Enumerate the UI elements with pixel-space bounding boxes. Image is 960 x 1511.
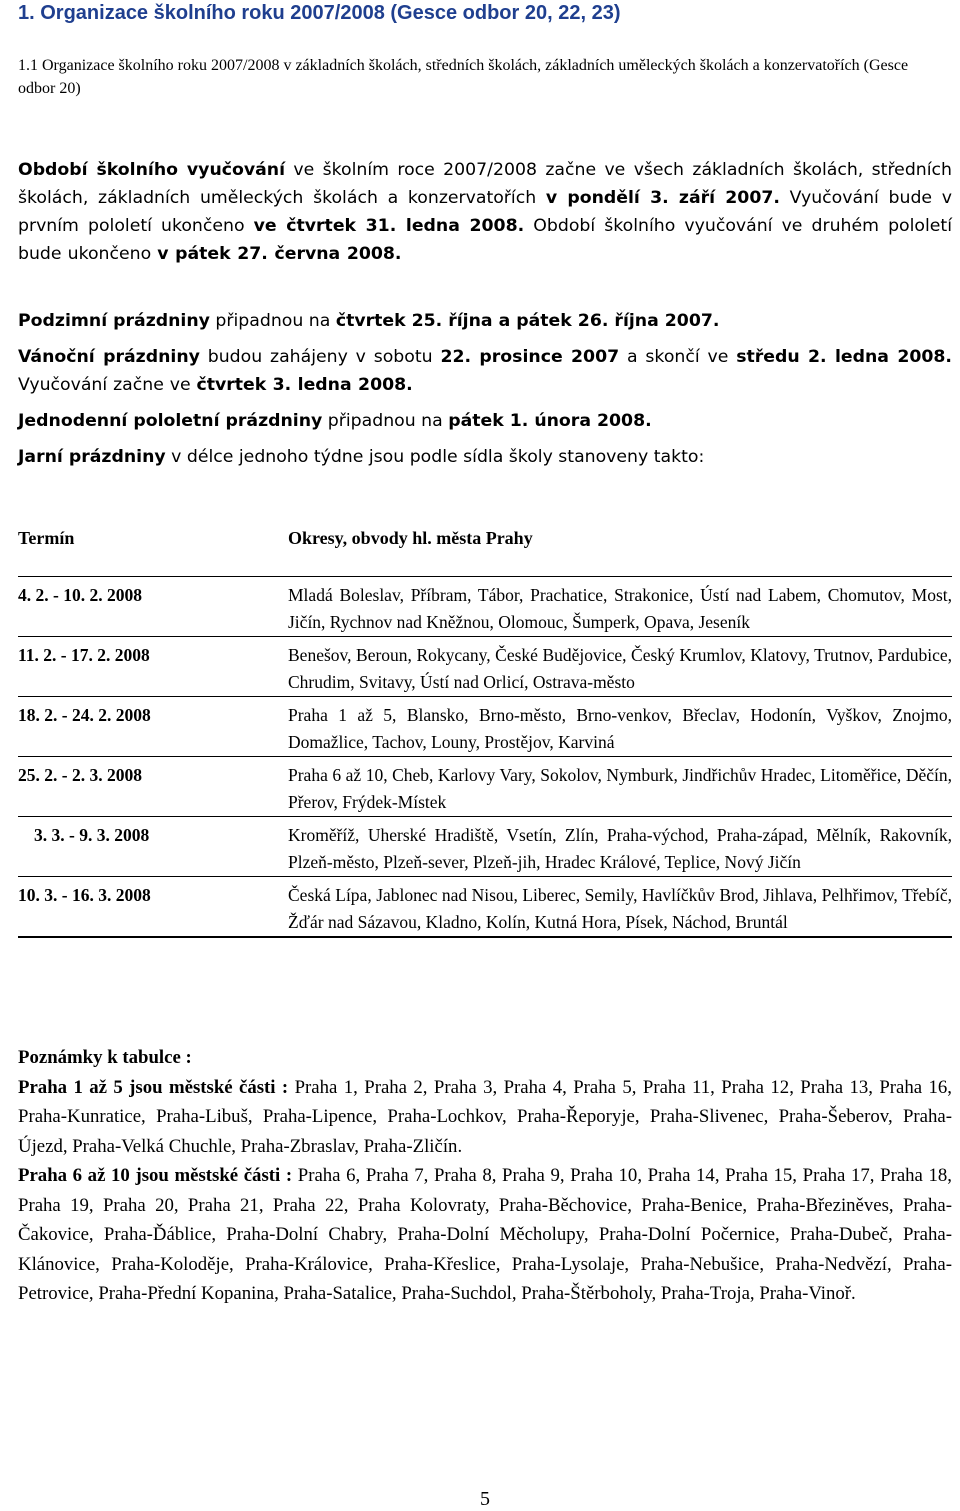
autumn-holiday-text: připadnou na <box>209 311 336 331</box>
header-districts: Okresy, obvody hl. města Prahy <box>288 500 952 577</box>
subsection-number: 1.1 <box>18 57 38 74</box>
note-praha-1-5-text: Praha 1, Praha 2, Praha 3, Praha 4, Praha 5, Praha 11, Praha 12, Praha 13, Praha 16, Praha-Kunratice, Praha-Libuš, Praha-Lipence, Praha-Lochkov, Praha-Řeporyje, Praha-Slivenec, Praha-Šeberov, Praha-Újezd, Praha-Velká Chuchle, Praha-Zbraslav, Praha-Zličín. <box>18 1076 952 1157</box>
districts-cell: Česká Lípa, Jablonec nad Nisou, Liberec, Semily, Havlíčkův Brod, Jihlava, Pelhřimov, Třebíč, Žďár nad Sázavou, Kladno, Kolín, Kutná Hora, Písek, Náchod, Bruntál <box>288 877 952 938</box>
christmas-holiday-paragraph <box>18 343 952 399</box>
first-half-text: Vyučování bude v prvním pololetí ukončeno <box>18 188 952 236</box>
districts-cell: Praha 1 až 5, Blansko, Brno-město, Brno-venkov, Břeclav, Hodonín, Vyškov, Znojmo, Domažlice, Tachov, Louny, Prostějov, Karviná <box>288 697 952 757</box>
table-row <box>18 697 952 757</box>
term-cell: 4. 2. - 10. 2. 2008 <box>18 577 288 637</box>
note-praha-6-10-text: Praha 6, Praha 7, Praha 8, Praha 9, Praha 10, Praha 14, Praha 15, Praha 17, Praha 18, Praha 19, Praha 20, Praha 21, Praha 22, Praha Kolovraty, Praha-Běchovice, Praha-Benice, Praha-Březiněves, Praha-Čakovice, Praha-Ďáblice, Praha-Dolní Chabry, Praha-Dolní Měcholupy, Praha-Dolní Počernice, Praha-Dubeč, Praha-Klánovice, Praha-Koloděje, Praha-Královice, Praha-Křeslice, Praha-Lysolaje, Praha-Nebušice, Praha-Nedvězí, Praha-Petrovice, Praha-Přední Kopanina, Praha-Satalice, Praha-Suchdol, Praha-Štěrboholy, Praha-Troja, Praha-Vinoř. <box>18 1165 952 1304</box>
districts-cell: Kroměříž, Uherské Hradiště, Vsetín, Zlín, Praha-východ, Praha-západ, Mělník, Rakovník, Plzeň-město, Plzeň-sever, Plzeň-jih, Hradec Králové, Teplice, Nový Jičín <box>288 817 952 877</box>
table-row <box>18 637 952 697</box>
subsection-title: Organizace školního roku 2007/2008 v základních školách, středních školách, základních uměleckých školách a konzervatořích (Gesce odbor 20) <box>18 57 909 97</box>
halfyear-holiday-line <box>18 407 652 435</box>
term-cell: 11. 2. - 17. 2. 2008 <box>18 637 288 697</box>
autumn-holiday-dates: čtvrtek 25. října a pátek 26. října 2007. <box>335 311 720 331</box>
spring-holiday-text: v délce jednoho týdne jsou podle sídla školy stanoveny takto: <box>165 447 705 467</box>
header-term: Termín <box>18 500 288 577</box>
christmas-text-2: a skončí ve <box>619 347 737 367</box>
spring-holiday-table <box>18 500 952 938</box>
period-text: ve školním roce 2007/2008 začne ve všech základních školách, středních školách, základních uměleckých školách a konzervatořích <box>18 160 952 208</box>
term-cell: 10. 3. - 16. 3. 2008 <box>18 877 288 938</box>
first-half-end-date: ve čtvrtek 31. ledna 2008. <box>253 216 525 236</box>
districts-cell: Benešov, Beroun, Rokycany, České Budějovice, Český Krumlov, Klatovy, Trutnov, Pardubice, Chrudim, Svitavy, Ústí nad Orlicí, Ostrava-město <box>288 637 952 697</box>
note-praha-1-5 <box>18 1073 952 1162</box>
second-half-text: Období školního vyučování ve druhém pololetí bude ukončeno <box>18 216 952 264</box>
halfyear-holiday-date: pátek 1. února 2008. <box>448 411 652 431</box>
note-praha-6-10-label: Praha 6 až 10 jsou městské části : <box>18 1165 293 1186</box>
subsection-heading <box>18 54 948 100</box>
districts-cell: Mladá Boleslav, Příbram, Tábor, Prachatice, Strakonice, Ústí nad Labem, Chomutov, Most, Jičín, Rychnov nad Kněžnou, Olomouc, Šumperk, Opava, Jeseník <box>288 577 952 637</box>
christmas-text-1: budou zahájeny v sobotu <box>199 347 441 367</box>
term-cell: 25. 2. - 2. 3. 2008 <box>18 757 288 817</box>
start-date: v pondělí 3. září 2007. <box>545 188 780 208</box>
christmas-end-date: středu 2. ledna 2008. <box>736 347 953 367</box>
table-notes <box>18 1043 952 1309</box>
table-row <box>18 757 952 817</box>
second-half-end-date: v pátek 27. června 2008. <box>157 244 402 264</box>
halfyear-holiday-label: Jednodenní pololetní prázdniny <box>18 411 323 431</box>
note-praha-6-10 <box>18 1161 952 1309</box>
table-row <box>18 577 952 637</box>
period-term: Období školního vyučování <box>18 160 286 180</box>
page-number: 5 <box>480 1488 490 1510</box>
christmas-holiday-label: Vánoční prázdniny <box>18 347 200 367</box>
christmas-text-3: Vyučování začne ve <box>18 375 197 395</box>
spring-holiday-line <box>18 443 704 471</box>
halfyear-holiday-text: připadnou na <box>322 411 449 431</box>
spring-holiday-label: Jarní prázdniny <box>18 447 166 467</box>
table-row <box>18 817 952 877</box>
school-period-paragraph <box>18 156 952 268</box>
section-heading: 1. Organizace školního roku 2007/2008 (Gesce odbor 20, 22, 23) <box>18 2 621 24</box>
autumn-holiday-label: Podzimní prázdniny <box>18 311 210 331</box>
districts-cell: Praha 6 až 10, Cheb, Karlovy Vary, Sokolov, Nymburk, Jindřichův Hradec, Litoměřice, Děčín, Přerov, Frýdek-Místek <box>288 757 952 817</box>
table-row <box>18 877 952 938</box>
notes-title: Poznámky k tabulce : <box>18 1047 192 1068</box>
christmas-start-date: 22. prosince 2007 <box>440 347 620 367</box>
table-header-row <box>18 500 952 577</box>
note-praha-1-5-label: Praha 1 až 5 jsou městské části : <box>18 1076 289 1098</box>
term-cell: 3. 3. - 9. 3. 2008 <box>18 817 288 877</box>
classes-resume-date: čtvrtek 3. ledna 2008. <box>196 375 413 395</box>
autumn-holiday-line <box>18 307 719 335</box>
term-cell: 18. 2. - 24. 2. 2008 <box>18 697 288 757</box>
